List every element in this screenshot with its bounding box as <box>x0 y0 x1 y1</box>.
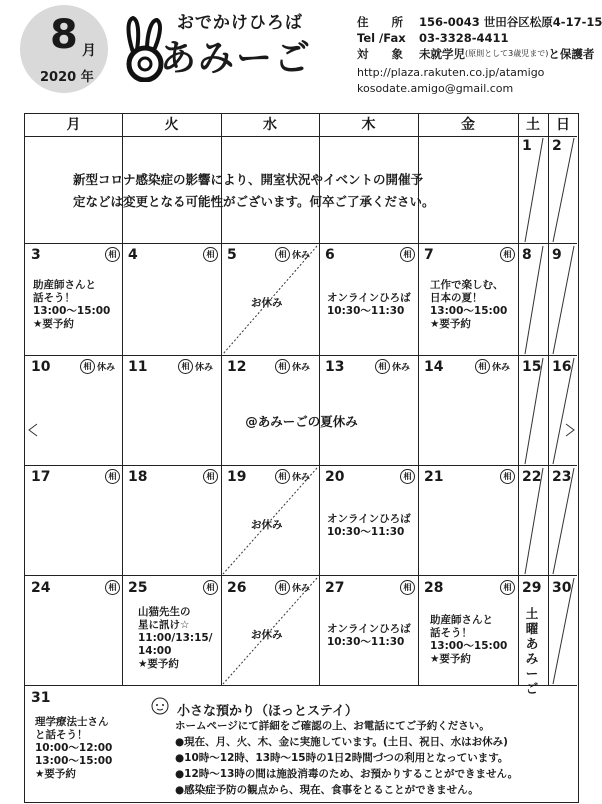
soudan-icon: 相 <box>400 580 415 595</box>
summer-break-label: @あみーごの夏休み <box>245 414 358 429</box>
soudan-icon: 相 <box>105 469 120 484</box>
closed-tag: 休み <box>492 363 511 373</box>
soudan-icon: 相 <box>105 247 120 262</box>
covid-notice: 新型コロナ感染症の影響により、開室状況やイベントの開催予 定などは変更となる可能性がございます。何卒ご了承ください。 <box>73 172 435 209</box>
email-link[interactable]: kosodate.amigo@gmail.com <box>357 82 514 95</box>
date-29: 29 <box>522 580 542 596</box>
soudan-icon: 相 <box>203 469 218 484</box>
date-27: 27 <box>325 580 345 596</box>
date-25: 25 <box>128 580 148 596</box>
closed-day-slashes <box>25 114 578 802</box>
target-note: (原則として3歳児まで) <box>465 49 549 58</box>
date-11: 11 <box>128 359 148 375</box>
azukari-details: ホームページにて詳細をご確認の上、お電話にてご予約ください。 ●現在、月、火、木、金に実施しています。(土日、祝日、水はお休み) ●10時～12時、13時～15時の1日2時間づつの利用となっています。 ●12時～13時の間は施設消毒のため、お預かりすることができません。 ●感染症予防の観点から、現在、食事をとることができません。 <box>175 720 519 796</box>
date-1: 1 <box>522 138 532 154</box>
soudan-icon: 相 <box>500 469 515 484</box>
event-27: オンラインひろば 10:30～11:30 <box>327 623 411 648</box>
event-7: 工作で楽しむ、 日本の夏！ 13:00～15:00 ★要予約 <box>430 279 508 330</box>
tel-label: Tel /Fax <box>357 31 406 45</box>
date-6: 6 <box>325 247 335 263</box>
address-value: 156-0043 世田谷区松原4-17-15 <box>419 15 602 29</box>
baby-face-icon <box>149 696 171 716</box>
date-17: 17 <box>31 469 51 485</box>
event-19: お休み <box>251 519 283 531</box>
date-7: 7 <box>424 247 434 263</box>
date-3: 3 <box>31 247 41 263</box>
closed-tag: 休み <box>292 251 311 261</box>
target-value: 未就学児 <box>419 47 465 61</box>
soudan-icon: 相 <box>105 580 120 595</box>
event-31: 理学療法士さん と話そう！ 10:00～12:00 13:00～15:00 ★要予約 <box>35 716 113 780</box>
closed-tag: 休み <box>195 363 214 373</box>
soudan-icon: 相 <box>275 580 290 595</box>
month-unit: 月 <box>82 43 96 59</box>
date-5: 5 <box>227 247 237 263</box>
logo-name: あみーご <box>160 38 313 79</box>
date-8: 8 <box>522 247 532 263</box>
date-31: 31 <box>31 690 51 706</box>
event-28: 助産師さんと 話そう！ 13:00～15:00 ★要予約 <box>430 614 508 665</box>
date-22: 22 <box>522 469 542 485</box>
event-6: オンラインひろば 10:30～11:30 <box>327 292 411 317</box>
azukari-title: 小さな預かり（ほっとステイ） <box>177 704 358 719</box>
soudan-icon: 相 <box>275 469 290 484</box>
closed-tag: 休み <box>292 473 311 483</box>
soudan-icon: 相 <box>475 359 490 374</box>
event-26: お休み <box>251 629 283 641</box>
soudan-icon: 相 <box>400 247 415 262</box>
soudan-icon: 相 <box>275 359 290 374</box>
date-15: 15 <box>522 359 542 375</box>
soudan-icon: 相 <box>203 247 218 262</box>
date-20: 20 <box>325 469 345 485</box>
address-label: 住 所 <box>357 15 403 29</box>
soudan-icon: 相 <box>375 359 390 374</box>
date-9: 9 <box>552 247 562 263</box>
soudan-icon: 相 <box>203 580 218 595</box>
date-2: 2 <box>552 138 562 154</box>
year-label: 2020 年 <box>40 70 94 85</box>
event-3: 助産師さんと 話そう！ 13:00～15:00 ★要予約 <box>33 279 111 330</box>
event-25: 山猫先生の 星に訊け☆ 11:00/13:15/ 14:00 ★要予約 <box>138 606 213 670</box>
date-28: 28 <box>424 580 444 596</box>
closed-tag: 休み <box>97 363 116 373</box>
soudan-icon: 相 <box>500 247 515 262</box>
event-29: 土 曜 あ み ー ご <box>525 606 539 696</box>
date-23: 23 <box>552 469 572 485</box>
date-24: 24 <box>31 580 51 596</box>
target-label: 対 象 <box>357 47 403 61</box>
facility-info <box>357 14 602 97</box>
date-10: 10 <box>31 359 51 375</box>
date-13: 13 <box>325 359 345 375</box>
logo-tagline: おでかけひろば <box>177 13 303 33</box>
date-18: 18 <box>128 469 148 485</box>
closed-tag: 休み <box>292 363 311 373</box>
weekday-tue: 火 <box>164 117 179 133</box>
website-link[interactable]: http://plaza.rakuten.co.jp/atamigo <box>357 66 545 79</box>
date-19: 19 <box>227 469 247 485</box>
date-16: 16 <box>552 359 572 375</box>
event-5: お休み <box>251 297 283 309</box>
weekday-sat: 土 <box>526 117 540 133</box>
calendar-grid <box>24 113 579 803</box>
target-suffix: と保護者 <box>548 47 595 61</box>
date-21: 21 <box>424 469 444 485</box>
soudan-icon: 相 <box>400 469 415 484</box>
date-4: 4 <box>128 247 138 263</box>
tel-value: 03-3328-4411 <box>419 31 509 45</box>
weekday-wed: 水 <box>263 117 277 133</box>
date-14: 14 <box>424 359 444 375</box>
date-26: 26 <box>227 580 247 596</box>
soudan-icon: 相 <box>80 359 95 374</box>
soudan-icon: 相 <box>500 580 515 595</box>
weekday-thu: 木 <box>361 117 376 133</box>
closed-tag: 休み <box>392 363 411 373</box>
event-20: オンラインひろば 10:30～11:30 <box>327 513 411 538</box>
weekday-sun: 日 <box>556 117 570 133</box>
weekday-fri: 金 <box>461 117 475 133</box>
closed-tag: 休み <box>292 584 311 594</box>
date-12: 12 <box>227 359 247 375</box>
month-number: 8 <box>50 12 78 58</box>
soudan-icon: 相 <box>275 247 290 262</box>
soudan-icon: 相 <box>178 359 193 374</box>
weekday-mon: 月 <box>66 117 81 133</box>
date-30: 30 <box>552 580 572 596</box>
